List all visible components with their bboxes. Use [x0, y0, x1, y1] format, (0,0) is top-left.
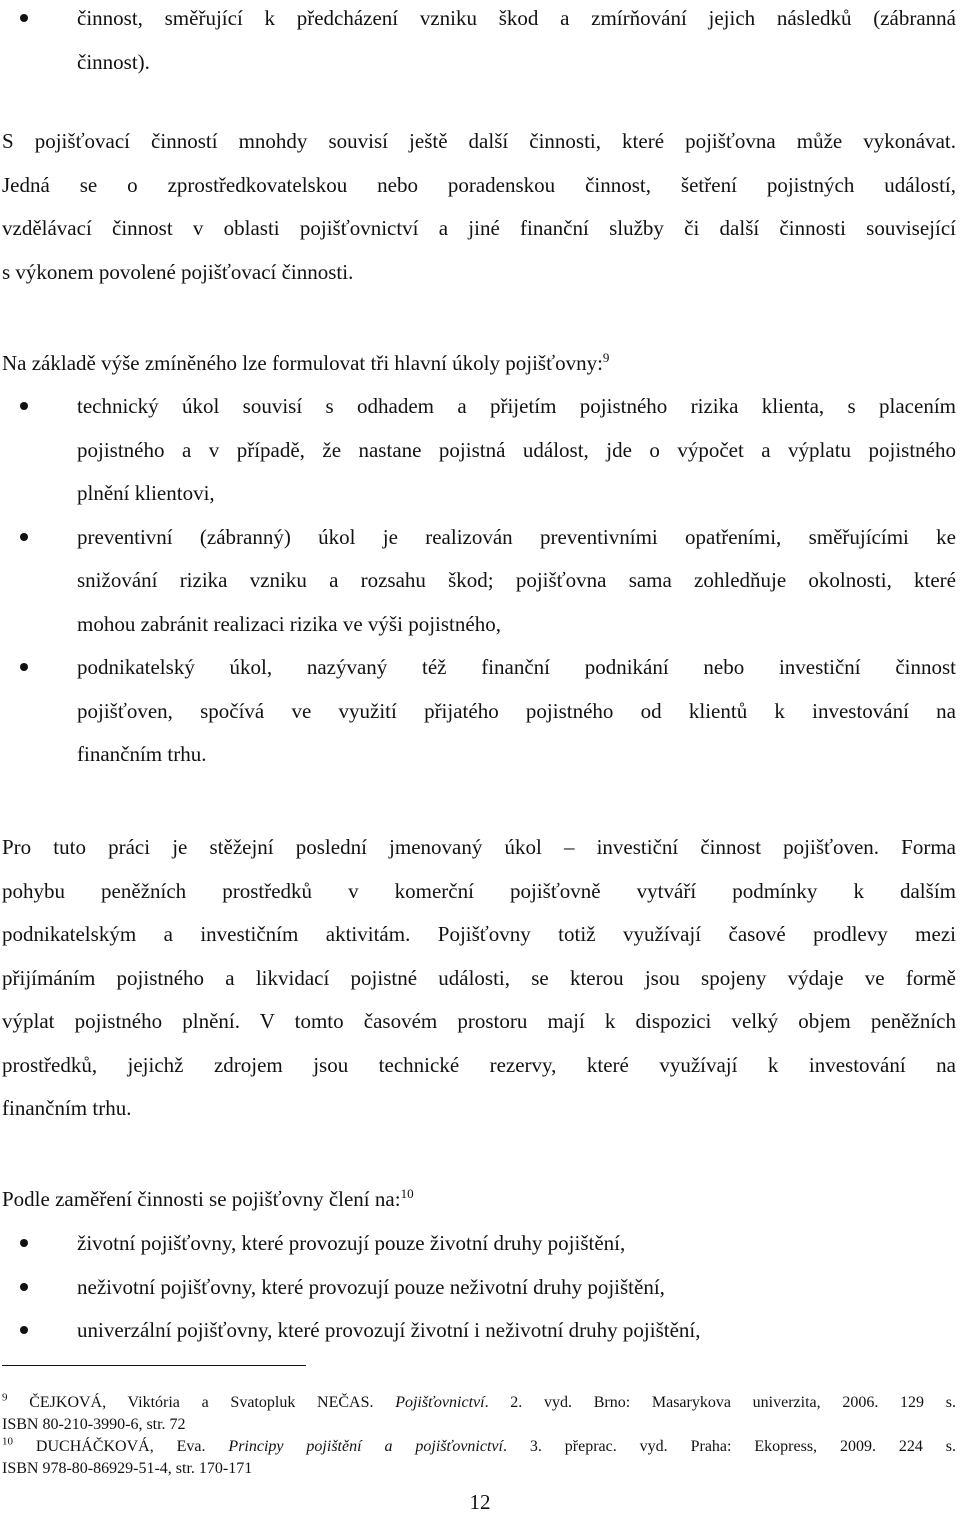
text-line: pohybu peněžních prostředků v komerční pojišťovně vytváří podmínky k dalším [2, 878, 956, 903]
bullet-icon [20, 1239, 28, 1247]
bullet-icon [20, 1326, 28, 1334]
footnote-isbn: ISBN 978-80-86929-51-4, str. 170-171 [2, 1460, 253, 1477]
list-item [0, 646, 956, 777]
top-bullet-list [0, 0, 956, 84]
text-line: mohou zabránit realizaci rizika ve výši pojistného, [77, 611, 501, 636]
list-item [0, 0, 956, 84]
page-number: 12 [469, 1490, 491, 1514]
text-line: univerzální pojišťovny, které provozují životní i neživotní druhy pojištění, [77, 1318, 701, 1342]
text-line: prostředků, jejichž zdrojem jsou technické rezervy, které využívají k investování na [2, 1052, 956, 1077]
footnotes [2, 1392, 956, 1480]
footnote-publication: . 3. přeprac. vyd. Praha: Ekopress, 2009. 224 s. [502, 1438, 957, 1455]
footnote-number: 10 [2, 1435, 13, 1448]
intro-text: Podle zaměření činnosti se pojišťovny člení na: [2, 1187, 401, 1211]
bullet-icon [20, 14, 28, 22]
text-line: činnost). [77, 49, 150, 74]
bullet-icon [20, 402, 28, 410]
footnote-authors: DUCHÁČKOVÁ, Eva. [35, 1438, 229, 1455]
text-line [2, 1178, 956, 1222]
text-line: činnost, směřující k předcházení vzniku škod a zmírňování jejich následků (zábranná [77, 6, 956, 30]
text-line: podnikatelským a investičním aktivitám. Pojišťovny totiž využívají časové prodlevy mezi [2, 922, 956, 946]
tasks-list [0, 385, 956, 777]
paragraph-related-activities [2, 120, 956, 294]
footnote-ref: 10 [400, 1186, 414, 1201]
footnote-title: Principy pojištění a pojišťovnictví [228, 1438, 503, 1455]
bullet-icon [20, 1283, 28, 1291]
list-item [0, 1222, 956, 1266]
text-line: finančním trhu. [77, 742, 207, 766]
text-line: finančním trhu. [2, 1096, 132, 1120]
footnote-ref: 9 [602, 350, 610, 365]
text-line: přijímáním pojistného a likvidací pojistné události, se kterou jsou spojeny výdaje ve formě [2, 965, 956, 990]
text-line: Jedná se o zprostředkovatelskou nebo poradenskou činnost, šetření pojistných událostí, [2, 172, 956, 197]
text-line: s výkonem povolené pojišťovací činnosti. [2, 259, 354, 284]
bullet-icon [20, 663, 28, 671]
text-line [2, 342, 956, 386]
text-line: neživotní pojišťovny, které provozují pouze neživotní druhy pojištění, [77, 1274, 665, 1299]
text-line: S pojišťovací činností mnohdy souvisí ještě další činnosti, které pojišťovna může vykonávat. [2, 129, 956, 153]
footnote-title: Pojišťovnictví [395, 1394, 485, 1411]
text-line: vzdělávací činnost v oblasti pojišťovnictví a jiné finanční služby či další činnosti související [2, 216, 956, 240]
text-line: snižování rizika vzniku a rozsahu škod; pojišťovna sama zohledňuje okolnosti, které [77, 568, 956, 592]
list-item [0, 1266, 956, 1310]
text-line: Pro tuto práci je stěžejní poslední jmenovaný úkol – investiční činnost pojišťoven. Forma [2, 835, 956, 859]
text-line: pojišťoven, spočívá ve využití přijatého pojistného od klientů k investování na [77, 698, 956, 723]
text-line: pojistného a v případě, že nastane pojistná událost, jde o výpočet a výplatu pojistného [77, 437, 956, 462]
footnote-isbn: ISBN 80-210-3990-6, str. 72 [2, 1416, 186, 1433]
text-line: životní pojišťovny, které provozují pouze životní druhy pojištění, [77, 1231, 626, 1255]
footnote-10 [2, 1436, 956, 1480]
paragraph-types-intro [2, 1178, 956, 1222]
text-line: plnění klientovi, [77, 481, 215, 505]
footnote-line [2, 1392, 956, 1414]
footnote-number: 9 [2, 1391, 8, 1404]
text-line: technický úkol souvisí s odhadem a přijetím pojistného rizika klienta, s placením [77, 394, 956, 418]
intro-text: Na základě výše zmíněného lze formulovat tři hlavní úkoly pojišťovny: [2, 351, 603, 375]
text-line: podnikatelský úkol, nazývaný též finanční podnikání nebo investiční činnost [77, 655, 956, 679]
footnote-authors: ČEJKOVÁ, Viktória a Svatopluk NEČAS. [29, 1394, 396, 1411]
paragraph-tasks-intro [2, 342, 956, 386]
footnote-divider [2, 1365, 306, 1366]
list-item [0, 1309, 956, 1353]
text-line: preventivní (zábranný) úkol je realizován preventivními opatřeními, směřujícími ke [77, 524, 956, 549]
types-list [0, 1222, 956, 1353]
list-item [0, 385, 956, 516]
footnote-line [2, 1436, 956, 1458]
footnote-publication: . 2. vyd. Brno: Masarykova univerzita, 2006. 129 s. [484, 1394, 957, 1411]
footnote-9 [2, 1392, 956, 1436]
bullet-icon [20, 533, 28, 541]
list-item [0, 516, 956, 647]
text-line: výplat pojistného plnění. V tomto časovém prostoru mají k dispozici velký objem peněžních [2, 1009, 956, 1033]
paragraph-investment [2, 826, 956, 1131]
